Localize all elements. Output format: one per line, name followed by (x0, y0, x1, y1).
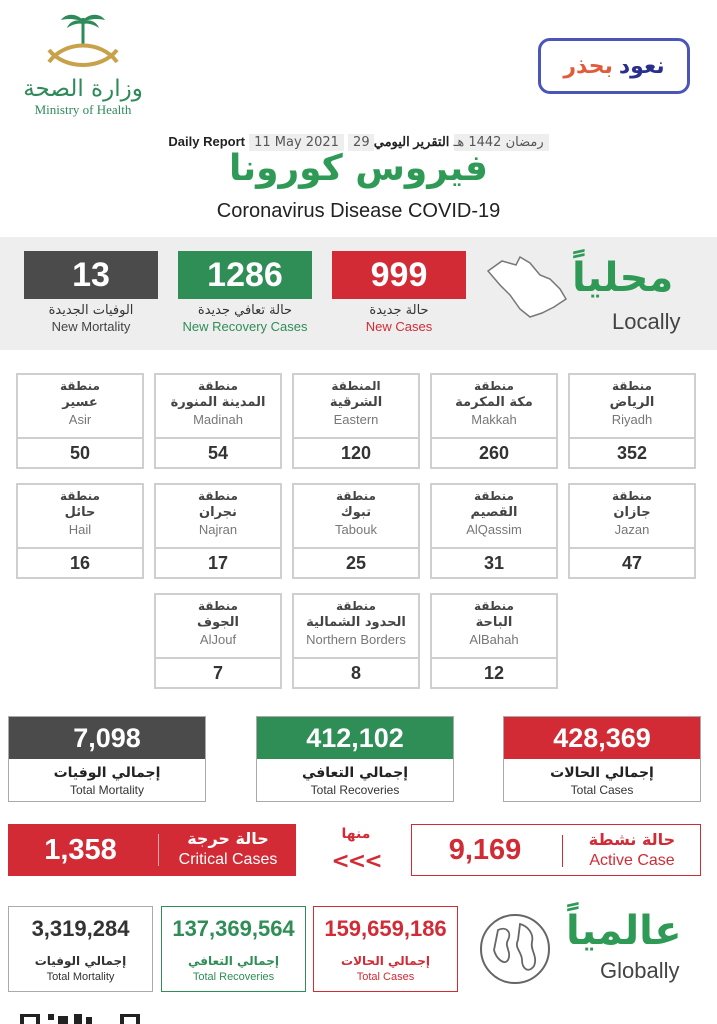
of-which-label: منها (341, 826, 371, 842)
slogan-badge (538, 38, 690, 94)
new-mortality-label-en: New Mortality (51, 319, 131, 334)
total-mortality-label-en: Total Mortality (69, 783, 145, 797)
new-cases-stat (332, 251, 466, 335)
region-card (154, 483, 282, 579)
critical-cases-value: 1,358 (44, 834, 117, 866)
region-card (154, 593, 282, 689)
slogan-word-2: بحذر (563, 53, 613, 79)
global-mortality-label-ar: إجمالي الوفيات (34, 954, 127, 968)
new-mortality-value: 13 (24, 251, 158, 299)
hijri-date: 29 رمضان 1442 هـ (348, 134, 549, 151)
global-recoveries-card (161, 906, 306, 992)
region-value: 352 (570, 437, 694, 467)
region-card (16, 373, 144, 469)
new-recovery-label-ar: حالة تعافي جديدة (197, 303, 293, 318)
region-name-en: Eastern (333, 412, 379, 427)
globe-icon (478, 912, 552, 986)
global-cases-label-ar: إجمالي الحالات (341, 954, 430, 968)
new-cases-value: 999 (332, 251, 466, 299)
region-label: منطقة (612, 489, 652, 503)
region-value: 25 (294, 547, 418, 577)
total-cases-label-en: Total Cases (570, 783, 634, 797)
global-mortality-label-en: Total Mortality (46, 971, 115, 983)
arrows-left-icon: <<< (331, 849, 381, 874)
active-cases-label-ar: حالة نشطة (588, 830, 676, 849)
region-label: منطقة (336, 599, 376, 613)
region-name-ar: مكة المكرمة (455, 395, 533, 410)
global-mortality-card (8, 906, 153, 992)
region-card (568, 373, 696, 469)
region-name-ar: الجوف (197, 615, 239, 630)
saudi-map-icon (480, 251, 570, 323)
globally-label-en: Globally (600, 958, 680, 983)
active-cases-label-en: Active Case (589, 852, 675, 869)
region-value: 16 (18, 547, 142, 577)
total-recoveries-value: 412,102 (257, 717, 453, 759)
region-card (568, 483, 696, 579)
global-cases-card (313, 906, 458, 992)
page-title-en: Coronavirus Disease COVID-19 (216, 200, 501, 222)
ministry-name-ar: وزارة الصحة (23, 76, 143, 102)
global-cases-value: 159,659,186 (324, 916, 447, 941)
region-name-en: Riyadh (611, 412, 653, 427)
region-name-ar: جازان (613, 505, 651, 520)
region-name-en: Makkah (471, 412, 517, 427)
region-name-en: Northern Borders (306, 632, 406, 647)
ministry-name-en: Ministry of Health (34, 102, 132, 117)
region-value: 120 (294, 437, 418, 467)
region-name-ar: القصيم (470, 505, 518, 520)
region-label: منطقة (198, 599, 238, 613)
region-card (154, 373, 282, 469)
active-cases-label (564, 829, 700, 871)
region-name-ar: حائل (64, 505, 96, 520)
divider (562, 835, 563, 867)
region-value: 260 (432, 437, 556, 467)
region-name-ar: تبوك (340, 505, 372, 520)
region-value: 47 (570, 547, 694, 577)
report-label-ar: التقرير اليومي (373, 134, 450, 149)
new-recovery-value: 1286 (178, 251, 312, 299)
qr-code-icon (20, 1012, 140, 1024)
report-label-en: Daily Report (168, 134, 245, 149)
total-mortality-card (8, 716, 206, 802)
locally-label-ar: محلياً (572, 255, 674, 301)
region-name-en: Asir (68, 412, 92, 427)
region-value: 17 (156, 547, 280, 577)
locally-band (0, 237, 717, 350)
region-card (292, 593, 420, 689)
new-cases-label-ar: حالة جديدة (369, 303, 429, 318)
gregorian-date: 11 May 2021 (249, 134, 344, 151)
region-name-en: Tabouk (335, 522, 377, 537)
global-recoveries-value: 137,369,564 (172, 916, 295, 941)
critical-cases-label-ar: حالة حرجة (187, 829, 269, 848)
active-cases-box (411, 824, 701, 876)
region-name-ar: الحدود الشمالية (306, 615, 406, 630)
region-card (292, 373, 420, 469)
new-mortality-label-ar: الوفيات الجديدة (48, 303, 134, 318)
region-name-en: Najran (198, 522, 238, 537)
total-recoveries-card (256, 716, 454, 802)
region-card (16, 483, 144, 579)
region-name-ar: عسير (62, 395, 98, 410)
active-cases-value: 9,169 (448, 834, 522, 866)
region-label: منطقة (198, 379, 238, 393)
region-card (430, 373, 558, 469)
locally-label-en: Locally (612, 309, 681, 334)
region-card (430, 593, 558, 689)
region-value: 8 (294, 657, 418, 687)
region-value: 54 (156, 437, 280, 467)
critical-cases-box (8, 824, 296, 876)
new-recovery-label-en: New Recovery Cases (182, 319, 308, 334)
global-cases-label-en: Total Cases (356, 971, 415, 983)
region-label: منطقة (336, 489, 376, 503)
region-name-en: AlJouf (199, 632, 237, 647)
divider (158, 834, 159, 866)
region-value: 31 (432, 547, 556, 577)
region-label: منطقة (474, 379, 514, 393)
region-name-ar: نجران (199, 505, 237, 520)
globally-label-ar: عالمياً (566, 908, 682, 954)
region-label: المنطقة (331, 379, 381, 393)
region-label: منطقة (60, 489, 100, 503)
region-name-ar: الباحة (475, 615, 513, 630)
palm-swords-icon (35, 10, 131, 74)
region-name-en: AlBahah (469, 632, 519, 647)
total-mortality-value: 7,098 (9, 717, 205, 759)
region-name-ar: الرياض (609, 395, 655, 410)
global-recoveries-label-ar: إجمالي التعافي (188, 954, 279, 968)
region-name-ar: المدينة المنورة (170, 395, 266, 410)
global-recoveries-label-en: Total Recoveries (192, 971, 275, 983)
critical-cases-label-en: Critical Cases (178, 851, 278, 868)
critical-cases-label (160, 828, 296, 870)
of-which-indicator (318, 824, 394, 876)
region-card (430, 483, 558, 579)
region-value: 12 (432, 657, 556, 687)
region-name-en: Jazan (614, 522, 650, 537)
region-name-en: AlQassim (466, 522, 522, 537)
region-label: منطقة (474, 599, 514, 613)
region-label: منطقة (198, 489, 238, 503)
new-recovery-stat (178, 251, 312, 335)
region-label: منطقة (612, 379, 652, 393)
page-title-ar: فيروس كورونا (229, 148, 488, 189)
region-name-en: Madinah (193, 412, 243, 427)
region-value: 50 (18, 437, 142, 467)
total-cases-label-ar: إجمالي الحالات (550, 765, 654, 781)
region-name-en: Hail (68, 522, 92, 537)
slogan-word-1: نعود (618, 53, 665, 79)
region-name-ar: الشرقية (329, 395, 383, 410)
moh-logo (18, 10, 148, 120)
region-card (292, 483, 420, 579)
total-recoveries-label-en: Total Recoveries (310, 783, 400, 797)
new-mortality-stat (24, 251, 158, 335)
region-label: منطقة (60, 379, 100, 393)
total-cases-card (503, 716, 701, 802)
global-mortality-value: 3,319,284 (31, 916, 130, 941)
new-cases-label-en: New Cases (365, 319, 433, 334)
region-value: 7 (156, 657, 280, 687)
total-mortality-label-ar: إجمالي الوفيات (53, 765, 161, 781)
total-cases-value: 428,369 (504, 717, 700, 759)
region-label: منطقة (474, 489, 514, 503)
total-recoveries-label-ar: إجمالي التعافي (301, 765, 409, 781)
